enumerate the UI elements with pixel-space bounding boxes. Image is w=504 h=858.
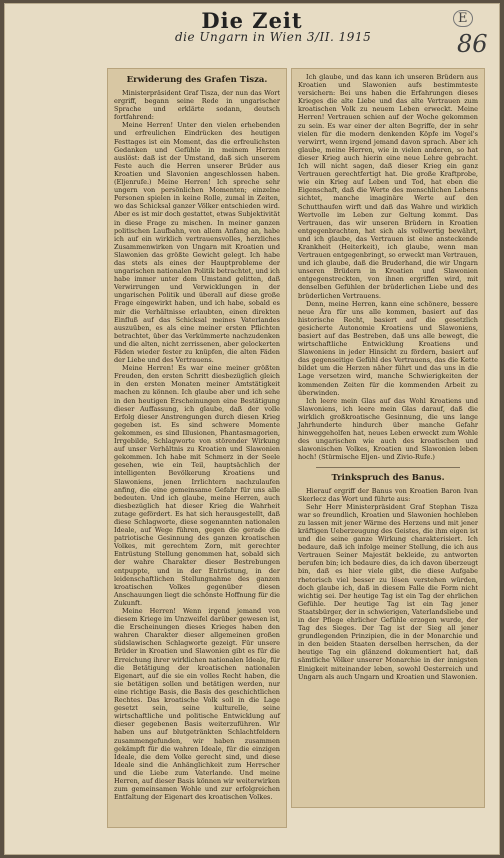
left-headline: Erwiderung des Grafen Tisza. xyxy=(126,75,268,85)
right-paragraph: Ich leere mein Glas auf das Wohl Kroatiens und Slawoniens, ich leere mein Glas darauf, daß die wirklich großkroatische Gesinnung, die uns lange Jahrhunderte hindurch über manche Gefahr hinweggeholfen hat, neues Leben erweckt zum Wohle des ungarischen wie auch des kroatischen und slawonischen Volkes, Kroatien und Slawonien leben hoch! (Stürmische Eljen- und Zivio-Rufe.) xyxy=(298,396,481,462)
right-headline: Trinkspruch des Banus. xyxy=(331,472,445,483)
right-paragraph: Denn, meine Herren, kann eine schönere, bessere neue Ära für uns alle kommen, basiert auf das historische Recht, basiert auf die gesetzlich gesicherte Autonomie Kroatiens und Slawoniens, basiert auf das Bestreben, daß uns alle bewegt, die wirtschaftliche Entwicklung Kroatiens und Slawoniens in jeder Hinsicht zu fördern, basiert auf das gegenseitige Gefühl des Vertrauens, das die Kette bildet um die Herzen näher führt und das uns in die Lage versetzen wird, manche Schwierigkeiten der kommenden Zeiten für die kommenden Arbeit zu überwinden. xyxy=(298,299,481,397)
handwritten-date-note: die Ungarn in Wien 3/II. 1915 xyxy=(175,30,372,44)
right-paragraph: Sehr Herr Ministerpräsident Graf Stephan Tisza war so freundlich, Kroatien und Slawonien hochleben zu lassen mit jener Wärme des Herzens und mit jener kräftigen Ueberzeugung des Geistes, die ihm eigen ist und die seine ganze Wirkung charakterisiert. Ich bedaure, daß ich infolge meiner Stellung, die ich aus Vertrauen Seiner Majestät bekleide, zu antworten berufen bin; ich bedaure dies, da ich davon überzeugt bin, daß es hier viele gibt, die diese Aufgabe rhetorisch viel besser zu lösen verstehen würden, doch glaube ich, daß in diesem Falle die Form nicht wichtig sei. Der heutige Tag ist ein Tag der ehrlichen Gefühle. Der heutige Tag ist ein Tag jener Staatsbürger, der in schwierigen, Vaterlandsliebe und in der Pflege ehrlicher Gefühle erzogen wurde, der Tag des Sieges. Der Tag ist der Sieg all jener grundlegenden Prinzipien, die in der Monarchie und in den beiden Staaten derselben herrschen, da der heutige Tag ein glänzend dokumentiert hat, daß sämtliche Völker unserer Monarchie in der innigsten Einigkeit miteinander leben, sowohl Oesterreich und Ungarn als auch Ungarn und Kroatien und Slawonien. xyxy=(298,502,481,681)
corner-tab-mark: E xyxy=(453,10,473,27)
archive-page xyxy=(4,3,500,855)
left-paragraph: Meine Herren! Unter den vielen erhebenden und erfreulichen Eindrücken des heutigen Festtages ist ein Moment, das die erfreulichsten Gedanken und Gefühle in meinem Herzen auslöst: daß ist der Umstand, daß sich unserem Feste auch die Herren unserer Brüder aus Kroatien und Slavonien angeschlossen haben. (Eljenrufe.) Meine Herren! Ich spreche sehr ungern von persönlichen Momenten; einzelne Personen spielen in keine Rolle, zumal in Zeiten, wo das Schicksal ganzer Völker entschieden wird. Aber es ist mir doch gestattet, etwas Subjektivität in diese Frage zu mischen. In meiner ganzen politischen Laufbahn, von allem Anfang an, habe ich auf ein wirklich vertrauensvolles, herzliches Zusammenwirken von Ungarn mit Kroatien und Slawonien das größte Gewicht gelegt. Ich habe das stets als eines der Hauptprobleme der ungarischen nationalen Politik betrachtet, und ich habe immer unter dem Umstand gelitten, daß Verwirrungen und Verwicklungen in der ungarischen Politik und überall auf diese große Frage eingewirkt haben, und ich habe, sobald es mir die Verhältnisse erlaubten, einen direkten Einfluß auf das Schicksal meines Vaterlandes auszuüben, es als eine meiner ersten Pflichten betrachtet, über das Verkümmerte nachzudenken und die alten, nicht zerrissenen, aber gelockerten Fäden wieder fester zu knüpfen, die alten Fäden der Liebe und des Vertrauens. xyxy=(114,121,283,365)
folio-number: 86 xyxy=(457,30,488,58)
right-clipping xyxy=(291,68,485,808)
newspaper-masthead: Die Zeit xyxy=(201,8,303,33)
left-paragraph: Meine Herren! Wenn irgend jemand von diesem Kriege im Unzweifel darüber gewesen ist, die Erscheinungen dieses Krieges haben den wahren Charakter dieser allgemeinen großen südslawischen Schlagworte gezeigt. Für unsere Brüder in Kroatien und Slawonien gibt es für die Erreichung ihrer wirklichen nationalen Ideale, für die Betätigung der kroatischen nationalen Eigenart, auf die sie ein volles Recht haben, die sie betätigen sollen und betätigen werden, nur eine richtige Basis, die Basis des geschichtlichen Rechtes. Das kroatische Volk soll in die Lage gesetzt sein, seine kulturelle, seine wirtschaftliche und politische Entwicklung auf dieser gegebenen Basis weiterzuführen. Wir haben uns auf blutgetränkten Schlachtfeldern zusammengefunden, wir haben zusammen gekämpft für die wahren Ideale, für die einzigen Ideale, die dem Volke gerecht sind, und diese Ideale sind die Anhänglichkeit zum Herrscher und die Liebe zum Vaterlande. Und meine Herren, auf dieser Basis können wir weiterwirken zum gemeinsamen Wohle und zur erfolgreichen Entfaltung der Eigenart des kroatischen Volkes. xyxy=(114,607,283,802)
right-paragraph: Ich glaube, und das kann ich unseren Brüdern aus Kroatien und Slawonien aufs bestimmteste versichern: Bei uns haben die Erfahrungen dieses Krieges die alte Liebe und das alte Vertrauen zum kroatischen Volk zu neuem Leben erweckt. Meine Herren! Vertrauen schien auf der Woche gekommen zu sein. Es war einer der alten Begriffe, der in sehr vielen für die modern denkenden Köpfe im Vogel's verwirrt, wenn irgend jemand davon sprach. Aber ich glaube, meine Herren, wie in vielen anderen, so hat dieser Krieg auch hierin eine neue Lehre gebracht. Ich will nicht sagen, daß dieser Krieg ein ganz Vertrauen gerechtfertigt hat. Die große Kraftprobe, wie ein Krieg auf Leben und Tod, hat eben die Eigenschaft, daß die Werte des menschlichen Lebens sichtet, manche imaginäre Werte auf den Schutthaufen wirft und daß das Wahre und wirklich Wertvolle im Leben zur Geltung kommt. Das Vertrauen, das wir unseren Brüdern in Kroatien entgegenbrachten, hat sich als vollwertig bewährt, und ich glaube, das Vertrauen ist eine ansteckende Krankheit (Heiterkeit), ich glaube, wenn man Vertrauen entgegenbringt, so erweckt man Vertrauen, und ich glaube, daß die Bruderhand, die wir Ungarn unseren Brüdern in Kroatien und Slawonien entgegenstreckten, von ihnen ergriffen wird, mit denselben Gefühlen der brüderlichen Liebe und des brüderlichen Vertrauens. xyxy=(298,73,481,300)
right-paragraph: Hierauf ergriff der Banus von Kroatien Baron Ivan Skerlecz das Wort und führte aus: xyxy=(298,486,481,503)
left-paragraph: Meine Herren! Es war eine meiner größten Freuden, den ersten Schritt diesbezüglich gleich in den ersten Monaten meiner Amtstätigkeit machen zu können. Ich glaube aber und ich sehe in den heutigen Erscheinungen eine Bestätigung dieser Auffassung, ich glaube, daß der volle Erfolg dieser Anstrengungen durch diesen Krieg gegeben ist. Es sind schwere Momente gekommen, es sind Illusionen, Phantasmagorien, Irrgebilde, Schlagworte von störender Wirkung auf unser Verhältnis zu Kroatien und Slawonien gekommen. Ich habe mit Schmerz in der Seele gesehen, wie ein Teil, hauptsächlich der intelligenten Bevölkerung Kroatiens und Slawoniens, jenen Irrlichtern nachzulaufen anfing, die eine gemeinsame Gefahr für uns alle bedeuten. Und ich glaube, meine Herren, auch diesbezüglich hat dieser Krieg die Wahrheit zutage gefördert. Es hat sich herausgestellt, daß diese Schlagworte, diese sogenannten nationalen Ideale, auf Wege führen, gegen die gerade die patriotische Gesinnung des ganzen kroatischen Volkes, mit gerechtem Zorn, mit gerechter Entrüstung Stellung genommen hat, sobald sich der wahre Charakter dieser Bestrebungen entpuppte, und in der Entrüstung, in der leidenschaftlichen Stellungnahme des ganzen kroatischen Volkes gegenüber diesen Anschauungen liegt die schönste Hoffnung für die Zukunft. xyxy=(114,364,283,607)
left-clipping xyxy=(107,68,287,828)
section-divider xyxy=(316,467,460,468)
left-paragraph: Ministerpräsident Graf Tisza, der nun das Wort ergriff, begann seine Rede in ungarischer Sprache und erklärte sodann, deutsch fortfahrend: xyxy=(114,89,283,122)
